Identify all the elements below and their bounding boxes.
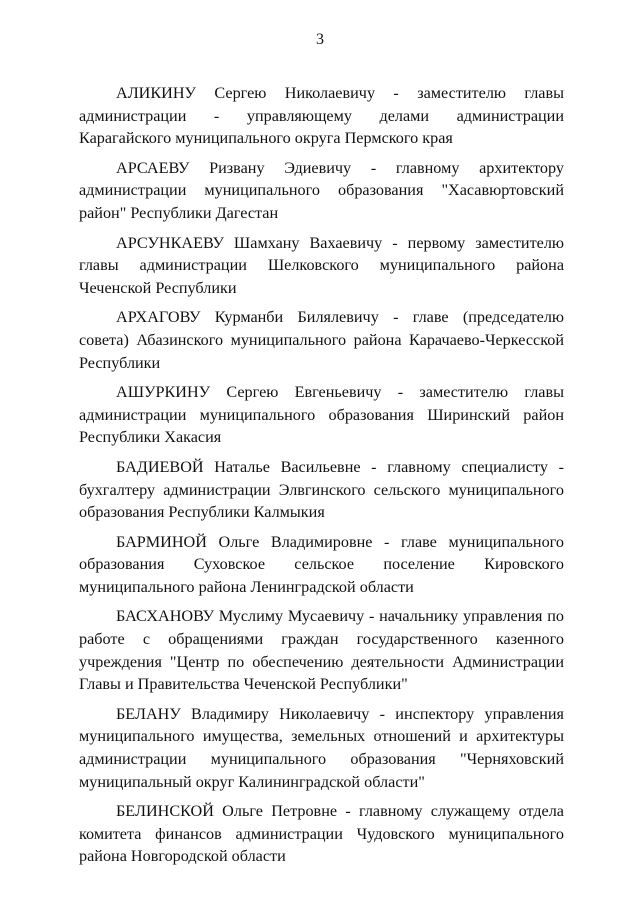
list-item: [79, 456, 564, 524]
list-item-text: БАРМИНОЙ Ольге Владимировне - главе муниципального образования Суховское сельское поселение Кировского муниципального района Ленинградской области: [79, 532, 564, 596]
list-item-text: БАСХАНОВУ Муслиму Мусаевичу - начальнику управления по работе с обращениями граждан государственного казенного учреждения "Центр по обеспечению деятельности Администрации Главы и Правительства Чеченской Республики": [79, 607, 564, 694]
page-number: 3: [316, 31, 324, 48]
list-item-text: БАДИЕВОЙ Наталье Васильевне - главному специалисту - бухгалтеру администрации Элвгинского сельского муниципального образования Республики Калмыкия: [79, 457, 564, 522]
list-item: [79, 82, 564, 150]
list-item: [79, 381, 564, 449]
list-item: [79, 703, 564, 793]
list-item: [79, 605, 564, 695]
list-item-text: БЕЛАНУ Владимиру Николаевичу - инспектору управления муниципального имущества, земельных отношений и архитектуры администрации муниципального образования "Черняховский муниципальный округ Калининградской области": [79, 704, 564, 791]
award-list: [79, 82, 564, 875]
list-item-text: АРСАЕВУ Ризвану Эдиевичу - главному архитектору администрации муниципального образования "Хасавюртовский район" Республики Дагестан: [79, 158, 564, 222]
list-item-text: АШУРКИНУ Сергею Евгеньевичу - заместителю главы администрации муниципального образования Ширинский район Республики Хакасия: [79, 383, 564, 447]
list-item: [79, 306, 564, 374]
list-item-text: АРСУНКАЕВУ Шамхану Вахаевичу - первому заместителю главы администрации Шелковского муниципального района Чеченской Республики: [79, 233, 564, 297]
list-item: [79, 531, 564, 599]
list-item-text: АЛИКИНУ Сергею Николаевичу - заместителю главы администрации - управляющему делами администрации Карагайского муниципального округа Пермского края: [79, 84, 564, 148]
list-item: [79, 157, 564, 225]
list-item-text: БЕЛИНСКОЙ Ольге Петровне - главному служащему отдела комитета финансов администрации Чудовского муниципального района Новгородской области: [79, 802, 564, 866]
list-item: [79, 232, 564, 300]
list-item: [79, 800, 564, 868]
list-item-text: АРХАГОВУ Курманби Билялевичу - главе (председателю совета) Абазинского муниципального района Карачаево-Черкесской Республики: [79, 308, 564, 372]
